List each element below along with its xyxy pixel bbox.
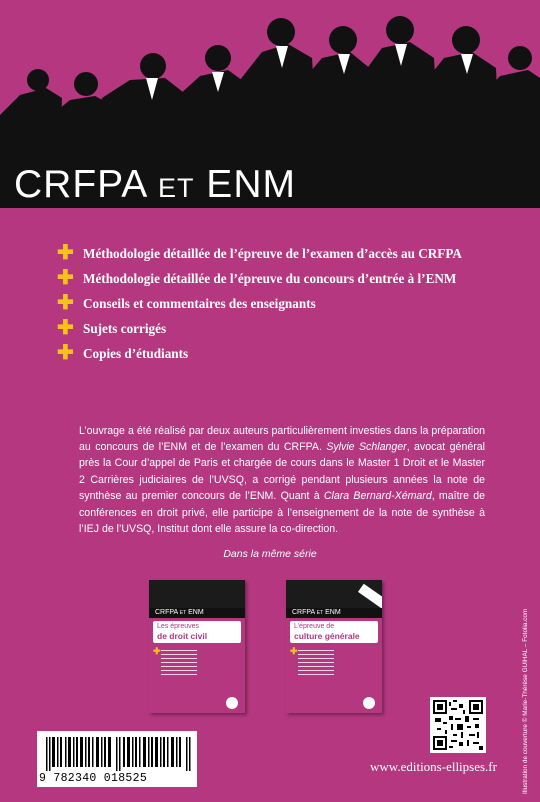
book-thumbnail-droit-civil[interactable] [149, 580, 245, 713]
publisher-logo-icon [226, 697, 238, 709]
book-series-band: CRFPA et ENM [286, 608, 382, 618]
book-title-emphasis: culture générale [294, 631, 360, 641]
bullet-item [57, 292, 477, 314]
same-series-label: Dans la même série [223, 548, 317, 560]
book-series-band: CRFPA et ENM [149, 608, 245, 618]
description-text: , avocat général près la Cour d’appel de Paris et chargée de cours dans le Master 1 Droit et le Master 2 Carrières judiciaires de l’UVSQ, a corrigé pendant plusieurs années la note de synthèse au premier concours de l’ENM. Quant à [79, 441, 485, 503]
bullet-text: Conseils et commentaires des enseignants [83, 296, 316, 311]
description-text: , maître de conférences en droit privé, elle participe à l’enseignement de la note de synthèse à l’IEJ de l’UVSQ, Institut dont elle assure la co-direction. [79, 490, 485, 536]
publisher-url[interactable]: www.editions-ellipses.fr [370, 759, 497, 774]
bullet-item [57, 317, 477, 339]
book-title-emphasis: de droit civil [157, 631, 208, 641]
description-text: L’ouvrage a été réalisé par deux auteurs particulièrement investies dans la préparation au concours de l’ENM et de l’examen du CRFPA. [79, 424, 485, 453]
key-points-list [57, 242, 477, 370]
bullet-item [57, 242, 477, 264]
plus-icon: ✚ [57, 292, 74, 314]
book-bullet-lines [298, 650, 334, 676]
book-title-line: L’épreuve de [294, 623, 335, 630]
series-title: CRFPA et ENM [14, 163, 296, 206]
book-bullet-lines [161, 650, 197, 676]
bullet-text: Copies d’étudiants [83, 346, 189, 361]
book-thumbnail-culture-generale[interactable] [286, 580, 382, 713]
author-name: Sylvie Schlanger [326, 441, 407, 453]
author-name: Clara Bernard-Xémard [323, 490, 432, 503]
cover-illustration-credit: Illustration de couverture © Marie-Thérèse GUIHAL – Fotolia.com [522, 608, 529, 794]
book-title-box [290, 621, 378, 643]
publisher-logo-icon [363, 697, 375, 709]
book-title-line: Les épreuves [157, 623, 200, 630]
plus-icon: ✚ [57, 267, 74, 289]
plus-icon: ✚ [57, 317, 74, 339]
plus-icon: ✚ [57, 342, 74, 364]
book-title-box [153, 621, 241, 643]
isbn-number: 9 782340 018525 [39, 772, 148, 785]
isbn-barcode [37, 731, 197, 787]
bullet-item [57, 342, 477, 364]
plus-icon: ✚ [290, 646, 298, 656]
barcode-bars [46, 737, 192, 771]
plus-icon: ✚ [153, 646, 161, 656]
bullet-text: Méthodologie détaillée de l’épreuve de l’examen d’accès au CRFPA [83, 246, 462, 261]
plus-icon: ✚ [57, 242, 74, 264]
bullet-text: Méthodologie détaillée de l’épreuve du concours d’entrée à l’ENM [83, 271, 457, 286]
bullet-text: Sujets corrigés [83, 321, 167, 336]
book-cover-image [149, 580, 245, 608]
bullet-item [57, 267, 477, 289]
authors-description [79, 423, 485, 538]
qr-code-icon[interactable] [430, 697, 486, 753]
